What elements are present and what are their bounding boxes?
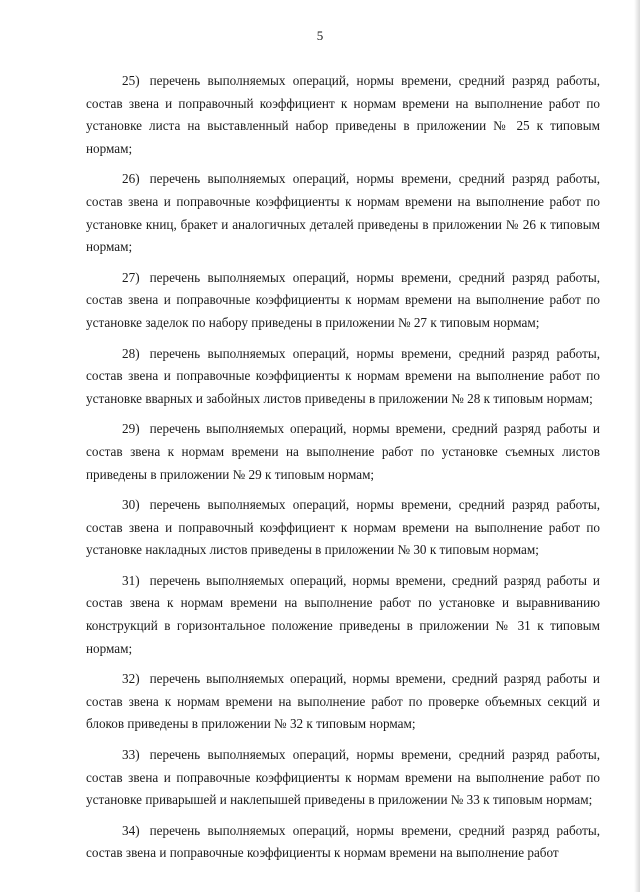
item-text: перечень выполняемых операций, нормы времени, средний разряд работы и состав звена к нормам времени на выполнение работ по установке съемных листов приведены в приложении № 29 к типовым нормам; [86,421,600,482]
item-number: 33) [122,747,140,763]
item-number: 27) [122,269,140,285]
item-text: перечень выполняемых операций, нормы времени, средний разряд работы, состав звена и поправочный коэффициент к нормам времени на выполнение работ по установке листа на выставленный набор приведены в приложении № 25 к типовым нормам; [86,73,600,156]
list-item [86,168,600,258]
list-item [86,570,600,660]
item-text: перечень выполняемых операций, нормы времени, средний разряд работы и состав звена к нормам времени на выполнение работ по проверке объемных секций и блоков приведены в приложении № 32 к типовым нормам; [86,671,600,732]
item-number: 25) [122,73,140,88]
item-text: перечень выполняемых операций, нормы времени, средний разряд работы, состав звена и поправочные коэффициенты к нормам времени на выполнение работ по установке книц, бракет и аналогичных деталей приведены в приложении № 26 к типовым нормам; [86,171,600,255]
item-number: 34) [122,822,140,838]
item-text: перечень выполняемых операций, нормы времени, средний разряд работы, состав звена и поправочные коэффициенты к нормам времени на выполнение работ по установке вварных и забойных листов приведены в приложении № 28 к типовым нормам; [86,345,600,406]
item-text: перечень выполняемых операций, нормы времени, средний разряд работы, состав звена и поправочные коэффициенты к нормам времени на выполнение работ [86,822,600,861]
item-number: 32) [122,671,140,687]
list-item [86,343,600,411]
item-number: 28) [122,345,140,361]
item-text: перечень выполняемых операций, нормы времени, средний разряд работы, состав звена и поправочный коэффициент к нормам времени на выполнение работ по установке накладных листов приведены в приложении № 30 к типовым нормам; [86,497,600,558]
document-body [86,70,600,873]
item-number: 31) [122,572,140,588]
list-item [86,267,600,335]
item-number: 29) [122,421,140,437]
list-item [86,418,600,486]
item-number: 26) [122,171,140,187]
item-text: перечень выполняемых операций, нормы времени, средний разряд работы и состав звена к нормам времени на выполнение работ по установке и выравниванию конструкций в горизонтальное положение приведены в приложении № 31 к типовым нормам; [86,572,600,656]
list-item [86,744,600,812]
list-item [86,70,600,160]
page-number: 5 [316,28,324,43]
item-text: перечень выполняемых операций, нормы времени, средний разряд работы, состав звена и поправочные коэффициенты к нормам времени на выполнение работ по установке заделок по набору приведены в приложении № 27 к типовым нормам; [86,269,600,330]
item-text: перечень выполняемых операций, нормы времени, средний разряд работы, состав звена и поправочные коэффициенты к нормам времени на выполнение работ по установке приварышей и наклепышей приведены в приложении № 33 к типовым нормам; [86,747,600,808]
list-item [86,668,600,736]
list-item [86,494,600,562]
item-number: 30) [122,497,140,513]
scan-edge-shadow [634,0,640,892]
list-item [86,820,600,865]
